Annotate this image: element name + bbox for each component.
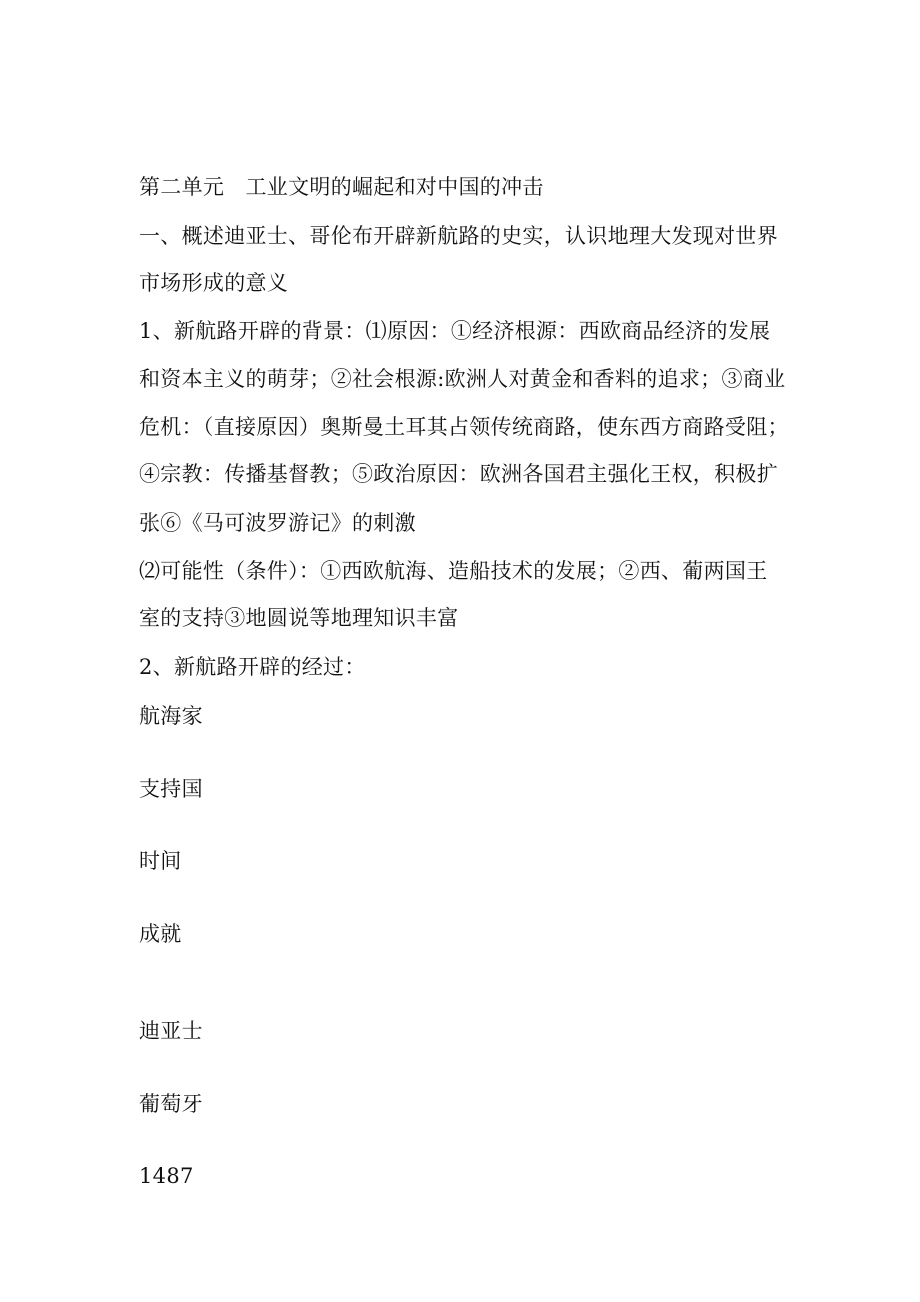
table-header-country: 支持国	[139, 777, 203, 801]
unit-title: 第二单元 工业文明的崛起和对中国的冲击	[139, 175, 544, 199]
table-cell-time: 1487	[139, 1164, 194, 1188]
background-line1: 1、新航路开辟的背景：⑴原因：①经济根源：西欧商品经济的发展	[139, 319, 771, 343]
background-line2: 和资本主义的萌芽；②社会根源:欧洲人对黄金和香料的追求；③商业	[139, 367, 786, 391]
conditions-line1: ⑵可能性（条件）：①西欧航海、造船技术的发展；②西、葡两国王	[139, 559, 768, 583]
section1-heading-line1: 一、概述迪亚士、哥伦布开辟新航路的史实，认识地理大发现对世界	[139, 224, 778, 248]
table-header-achievement: 成就	[139, 922, 182, 946]
conditions-line2: 室的支持③地圆说等地理知识丰富	[139, 606, 459, 630]
section1-heading-line2: 市场形成的意义	[139, 271, 289, 295]
table-cell-country: 葡萄牙	[139, 1092, 203, 1116]
background-line3: 危机：（直接原因）奥斯曼土耳其占领传统商路，使东西方商路受阻；	[139, 415, 789, 439]
background-line5: 张⑥《马可波罗游记》的刺激	[139, 511, 416, 535]
process-heading: 2、新航路开辟的经过：	[139, 655, 366, 679]
table-header-time: 时间	[139, 849, 182, 873]
table-header-navigator: 航海家	[139, 704, 203, 728]
table-cell-navigator: 迪亚士	[139, 1019, 203, 1043]
background-line4: ④宗教：传播基督教；⑤政治原因：欧洲各国君主强化王权，积极扩	[139, 462, 778, 486]
